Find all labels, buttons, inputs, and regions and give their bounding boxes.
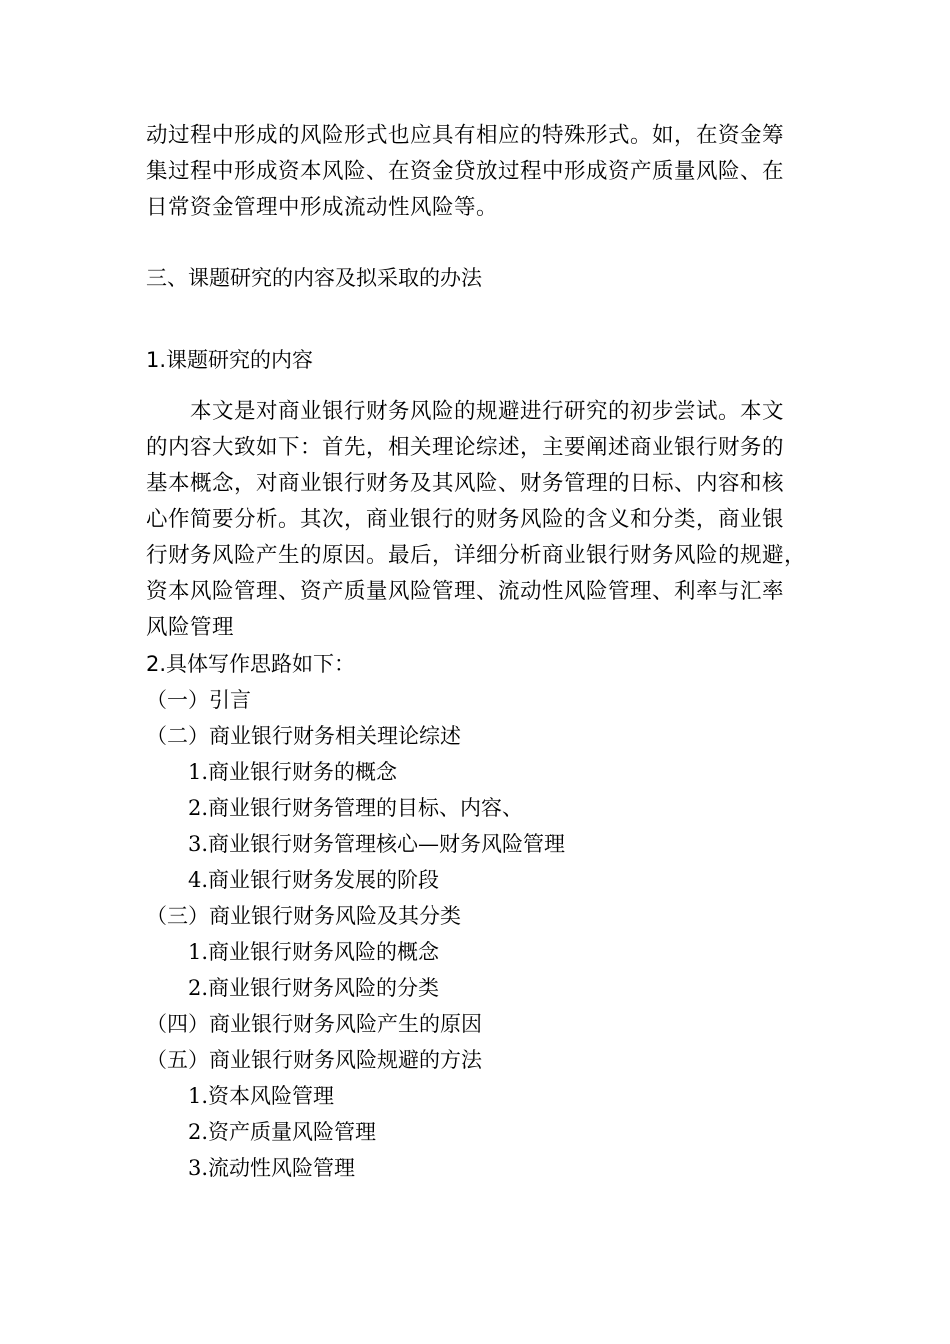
body-line: 风险管理 [146, 615, 235, 640]
body-line: 资本风险管理、资产质量风险管理、流动性风险管理、利率与汇率 [146, 579, 785, 604]
subsection-heading: 1.课题研究的内容 [146, 348, 314, 372]
outline-subitem: 2.商业银行财务风险的分类 [188, 976, 440, 1000]
outline-item: （一）引言 [146, 688, 251, 712]
outline-title: 2.具体写作思路如下： [146, 652, 356, 676]
intro-line: 日常资金管理中形成流动性风险等。 [146, 195, 499, 220]
outline-subitem: 3.商业银行财务管理核心—财务风险管理 [188, 832, 566, 856]
outline-subitem: 3.流动性风险管理 [188, 1156, 356, 1180]
body-paragraph [146, 394, 826, 646]
outline-subitem: 2.商业银行财务管理的目标、内容、 [188, 796, 524, 820]
body-line: 本文是对商业银行财务风险的规避进行研究的初步尝试。本文 [146, 399, 785, 424]
outline-subitem: 4.商业银行财务发展的阶段 [188, 868, 440, 892]
outline-list [146, 682, 826, 1186]
outline-subitem: 1.商业银行财务风险的概念 [188, 940, 440, 964]
outline-item: （三）商业银行财务风险及其分类 [146, 904, 461, 928]
document-page [146, 118, 826, 1186]
outline-item: （四）商业银行财务风险产生的原因 [146, 1012, 482, 1036]
body-line: 心作简要分析。其次，商业银行的财务风险的含义和分类，商业银 [146, 507, 785, 532]
intro-paragraph [146, 118, 826, 226]
body-line: 的内容大致如下：首先，相关理论综述，主要阐述商业银行财务的 [146, 435, 785, 460]
outline-subitem: 2.资产质量风险管理 [188, 1120, 377, 1144]
intro-line: 集过程中形成资本风险、在资金贷放过程中形成资产质量风险、在 [146, 159, 785, 184]
outline-item: （五）商业银行财务风险规避的方法 [146, 1048, 482, 1072]
outline-item: （二）商业银行财务相关理论综述 [146, 724, 461, 748]
body-line: 基本概念，对商业银行财务及其风险、财务管理的日标、内容和核 [146, 471, 785, 496]
intro-line: 动过程中形成的风险形式也应具有相应的特殊形式。如，在资金筹 [146, 123, 785, 148]
outline-subitem: 1.资本风险管理 [188, 1084, 335, 1108]
outline-subitem: 1.商业银行财务的概念 [188, 760, 398, 784]
body-line: 行财务风险产生的原因。最后，详细分析商业银行财务风险的规避， [146, 543, 807, 568]
section-heading: 三、课题研究的内容及拟采取的办法 [146, 266, 482, 290]
